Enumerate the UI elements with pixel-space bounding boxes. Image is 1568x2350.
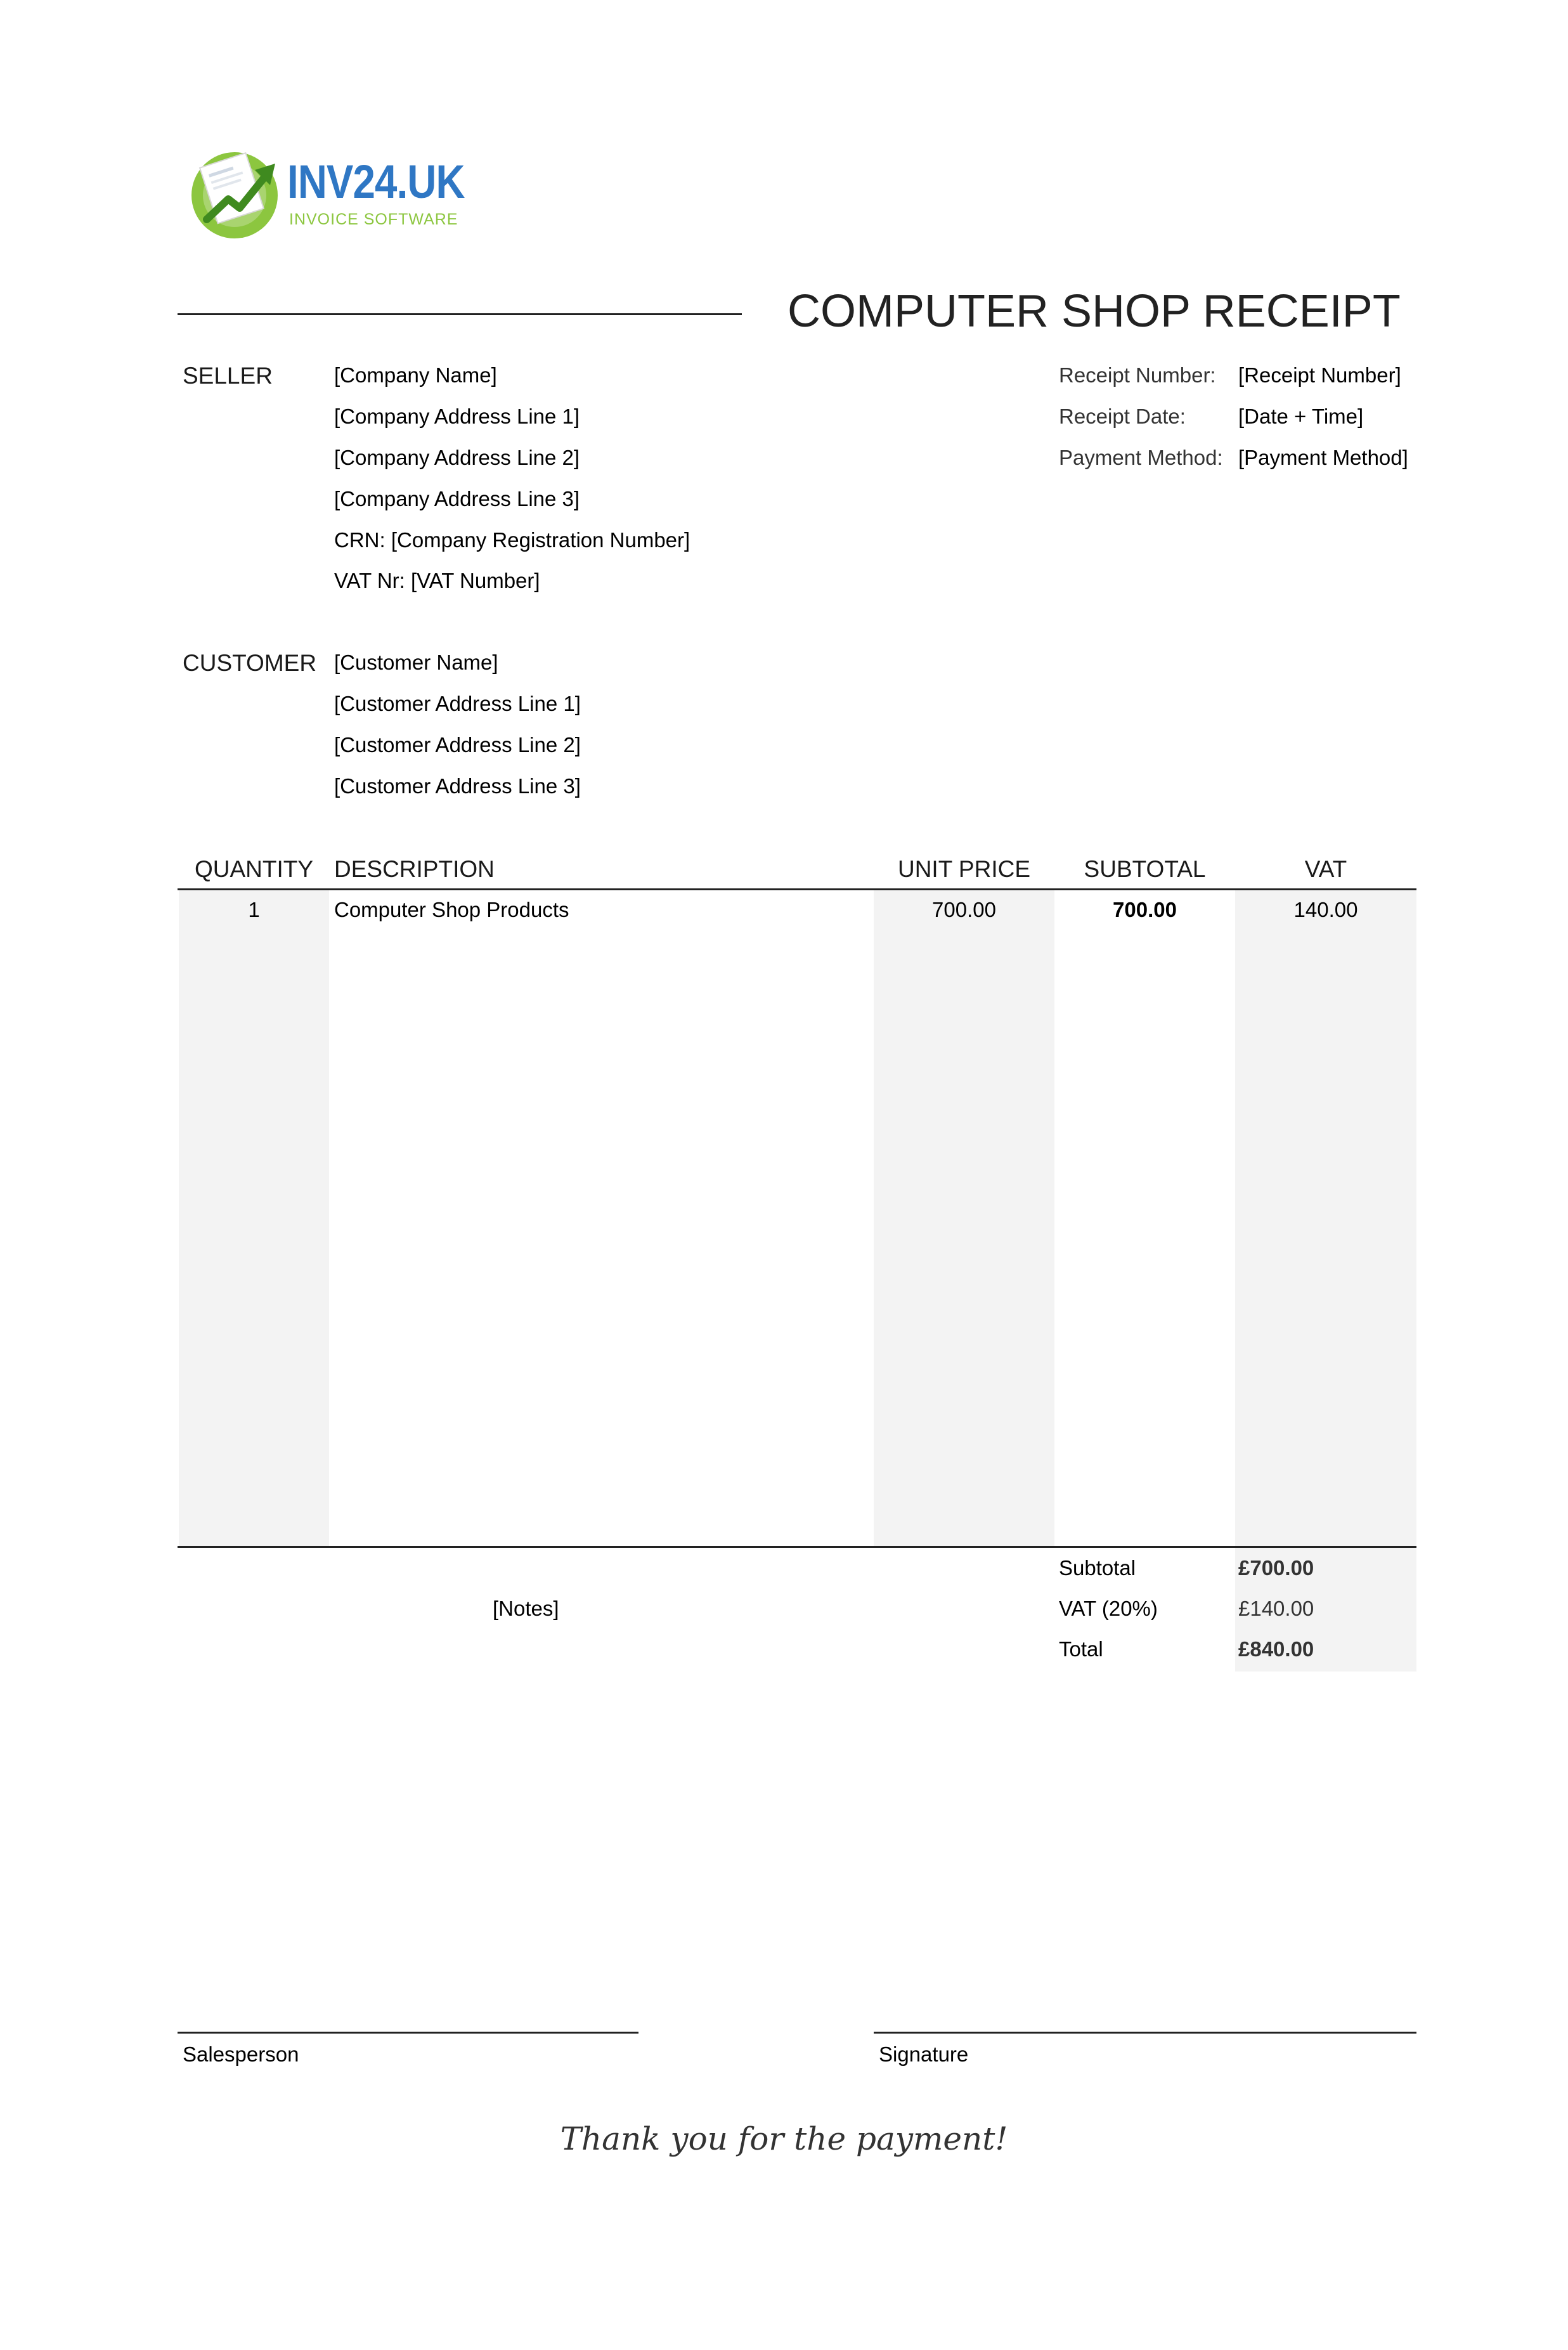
receipt-number-value: [Receipt Number] <box>1238 363 1401 387</box>
customer-line: [Customer Address Line 1] <box>334 692 581 715</box>
row-quantity: 1 <box>248 898 260 921</box>
vat-header: VAT <box>1304 856 1347 882</box>
subtotal-header: SUBTOTAL <box>1084 856 1206 882</box>
seller-crn: CRN: [Company Registration Number] <box>334 528 690 552</box>
document-title: COMPUTER SHOP RECEIPT <box>787 286 1401 337</box>
row-unit-price: 700.00 <box>932 898 996 921</box>
logo-icon <box>189 145 284 240</box>
quantity-column-bg <box>179 890 329 1546</box>
table-bottom-rule <box>178 1546 1416 1548</box>
totals-vat-label: VAT (20%) <box>1059 1597 1158 1620</box>
header-rule <box>178 313 742 315</box>
row-description: Computer Shop Products <box>334 898 569 921</box>
row-vat: 140.00 <box>1293 898 1358 921</box>
logo-name: INV24.UK <box>287 155 465 208</box>
totals-subtotal-value: £700.00 <box>1238 1556 1314 1580</box>
totals-subtotal-label: Subtotal <box>1059 1556 1136 1580</box>
logo <box>189 145 481 240</box>
customer-line: [Customer Address Line 3] <box>334 774 581 798</box>
customer-line: [Customer Address Line 2] <box>334 733 581 756</box>
unit-price-header: UNIT PRICE <box>897 856 1030 882</box>
signature-label: Signature <box>879 2042 969 2066</box>
totals-vat-value: £140.00 <box>1238 1597 1314 1620</box>
receipt-date-label: Receipt Date: <box>1059 405 1186 428</box>
totals-total-label: Total <box>1059 1637 1103 1661</box>
quantity-header: QUANTITY <box>195 856 314 882</box>
seller-label: SELLER <box>183 363 273 389</box>
seller-line: [Company Name] <box>334 363 497 387</box>
description-header: DESCRIPTION <box>334 856 495 882</box>
unit-price-column-bg <box>874 890 1054 1546</box>
receipt-date-value: [Date + Time] <box>1238 405 1364 428</box>
customer-label: CUSTOMER <box>183 650 317 676</box>
seller-line: [Company Address Line 3] <box>334 487 580 510</box>
thank-you-message: Thank you for the payment! <box>560 2120 1008 2157</box>
salesperson-label: Salesperson <box>183 2042 299 2066</box>
vat-column-bg <box>1235 890 1416 1546</box>
logo-tagline: INVOICE SOFTWARE <box>289 211 458 228</box>
payment-method-value: [Payment Method] <box>1238 446 1408 469</box>
totals-total-value: £840.00 <box>1238 1637 1314 1661</box>
receipt-number-label: Receipt Number: <box>1059 363 1216 387</box>
seller-vat-number: VAT Nr: [VAT Number] <box>334 569 540 592</box>
customer-line: [Customer Name] <box>334 651 498 674</box>
payment-method-label: Payment Method: <box>1059 446 1223 469</box>
seller-line: [Company Address Line 2] <box>334 446 580 469</box>
seller-line: [Company Address Line 1] <box>334 405 580 428</box>
row-subtotal: 700.00 <box>1113 898 1177 921</box>
notes: [Notes] <box>493 1597 559 1620</box>
table-header-rule <box>178 888 1416 890</box>
salesperson-line <box>178 2032 638 2034</box>
signature-line <box>874 2032 1416 2034</box>
